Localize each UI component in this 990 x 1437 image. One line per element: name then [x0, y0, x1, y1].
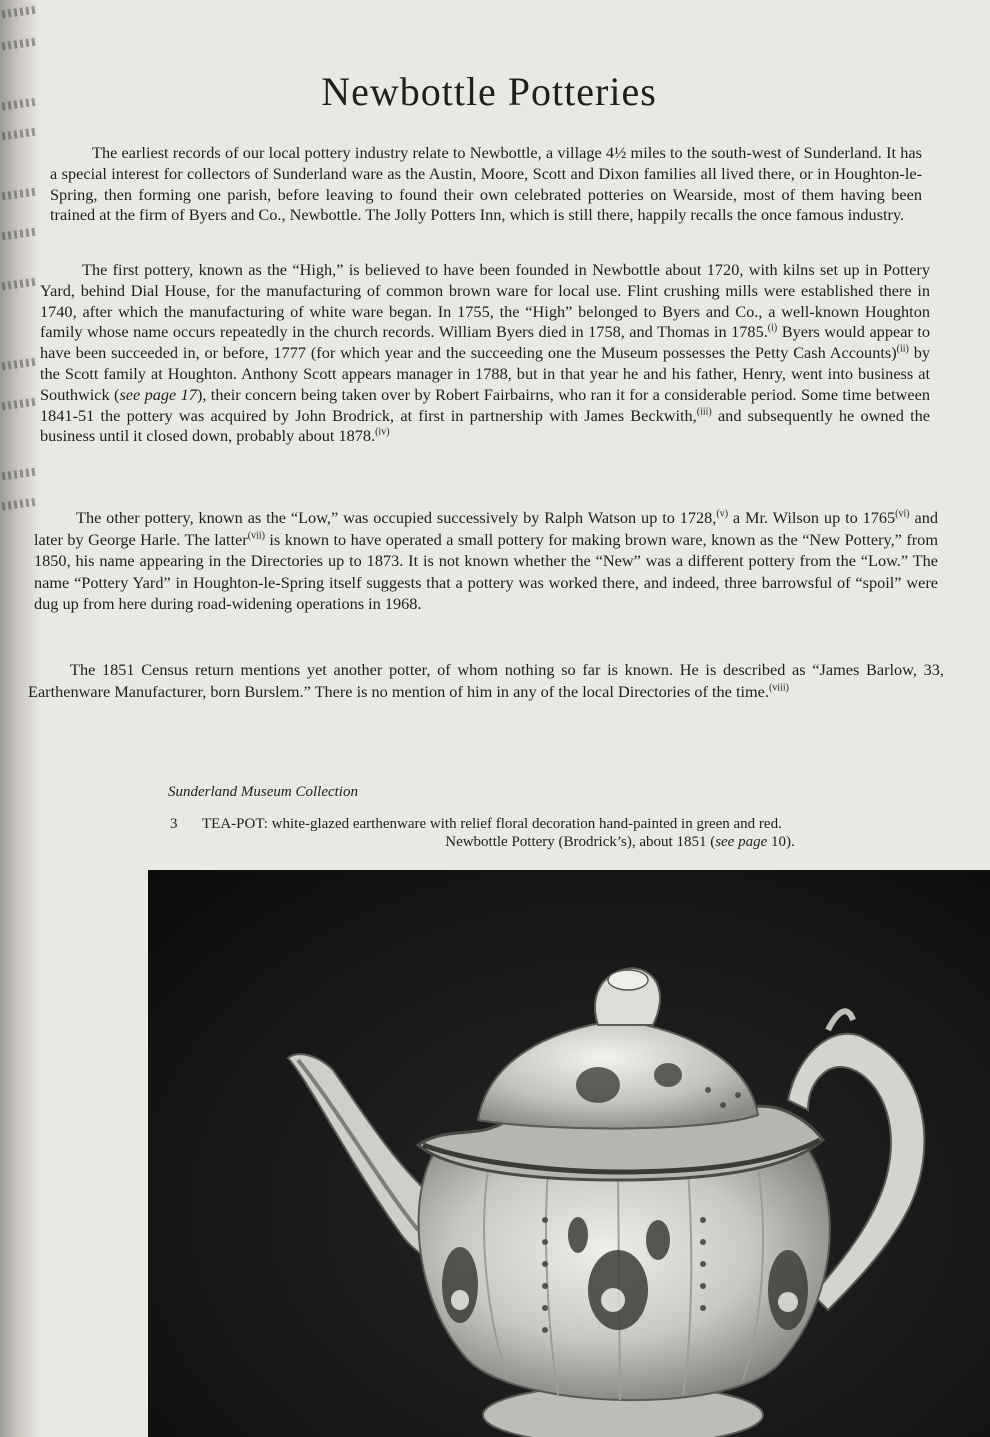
figure-source: Sunderland Museum Collection [168, 784, 358, 800]
page-reference: see page 17 [119, 384, 197, 404]
facing-page-text-fragment [2, 6, 37, 19]
figure-number: 3 [170, 816, 178, 832]
facing-page-text-fragment [2, 128, 37, 141]
page-title: Newbottle Potteries [321, 69, 657, 114]
paragraph-high-pottery [40, 260, 930, 447]
facing-page-text-fragment [2, 228, 37, 241]
footnote-marker: (vi) [895, 508, 910, 520]
paragraph-text: The first pottery, known as the “High,” is believed to have been founded in Newbottle about 1720, with kilns set up in Pottery Yard, behind Dial House, for the manufacturing of common brown ware for local use. Flint crushing mills were established there in 1740, after which the manufacturing of white ware began. In 1755, the “High” belonged to Byers and Co., a well-known Houghton family whose name occurs repeatedly in the church records. William Byers died in 1758, and Thomas in 1785. [40, 260, 930, 342]
paragraph-text: and subsequently he owned the business until it closed down, probably about 1878. [40, 405, 930, 446]
caption-text: 10). [767, 834, 795, 850]
footnote-marker: (ii) [896, 343, 909, 355]
paragraph-text: Byers would appear to have been succeeded in, or before, 1777 (for which year and the succeeding one the Museum possesses the Petty Cash Accounts) [40, 322, 931, 363]
facing-page-text-fragment [2, 188, 37, 201]
caption-text: TEA-POT: white-glazed earthenware with relief floral decoration hand-painted in green and red. [202, 816, 782, 832]
figure-caption [170, 815, 950, 851]
facing-page-text-fragment [2, 278, 37, 291]
caption-line [170, 815, 950, 833]
book-spine-shadow [0, 0, 40, 1437]
paragraph-text: by the Scott family at Houghton. Anthony Scott appears manager in 1788, but in that year he and his father, Henry, went into business at Southwick ( [40, 343, 930, 404]
paragraph-text: a Mr. Wilson up to 1765 [728, 508, 896, 527]
facing-page-text-fragment [2, 398, 37, 411]
facing-page-text-fragment [2, 358, 37, 371]
facing-page-text-fragment [2, 468, 37, 481]
paragraph-text: ), their concern being taken over by Robert Fairbairns, who ran it for a considerable period. Some time between 1841-51 the pottery was acquired by John Brodrick, at first in partnership with James Beckwith, [40, 384, 930, 425]
paragraph-text: The other pottery, known as the “Low,” was occupied successively by Ralph Watson up to 1728, [76, 508, 717, 527]
facing-page-text-fragment [2, 498, 37, 511]
footnote-marker: (vii) [247, 530, 265, 542]
paragraph-text: The 1851 Census return mentions yet another potter, of whom nothing so far is known. He is described as “James Barlow, 33, Earthenware Manufacturer, born Burslem.” There is no mention of him in any of the local Directories of the time. [28, 660, 944, 701]
footnote-marker: (iv) [375, 426, 390, 438]
teapot-photograph [148, 870, 990, 1437]
teapot-illustration [148, 870, 990, 1437]
footnote-marker: (v) [716, 508, 729, 520]
footnote-marker: (iii) [696, 406, 712, 418]
paragraph-census-1851 [28, 659, 944, 702]
footnote-marker: (i) [767, 322, 778, 334]
page-reference: see page [715, 834, 768, 850]
caption-text: Newbottle Pottery (Brodrick’s), about 1851 ( [445, 834, 716, 850]
footnote-marker: (viii) [768, 682, 789, 694]
paragraph-low-pottery [34, 507, 938, 615]
teapot-lid [478, 1020, 758, 1128]
facing-page-text-fragment [2, 38, 37, 51]
paragraph-text: is known to have operated a small pottery for making brown ware, known as the “New Pottery,” from 1850, his name appearing in the Directories up to 1873. It is not known whether the “New” was a different pottery from the “Low.” The name “Pottery Yard” in Houghton-le-Spring itself suggests that a pottery was worked there, and indeed, three barrowsful of “spoil” were dug up from here during road-widening operations in 1968. [34, 529, 938, 613]
paragraph-newbottle-intro: The earliest records of our local pottery industry relate to Newbottle, a village 4½ miles to the south-west of Sunderland. It has a special interest for collectors of Sunderland ware as the Austin, Moore, Scott and Dixon families all lived there, or in Houghton-le-Spring, then forming one parish, before leaving to found their own celebrated potteries on Wearside, most of them having been trained at the firm of Byers and Co., Newbottle. The Jolly Potters Inn, which is still there, happily recalls the once famous industry. [50, 143, 922, 225]
paragraph-text: and later by George Harle. The latter [34, 508, 939, 549]
caption-line [170, 833, 950, 851]
